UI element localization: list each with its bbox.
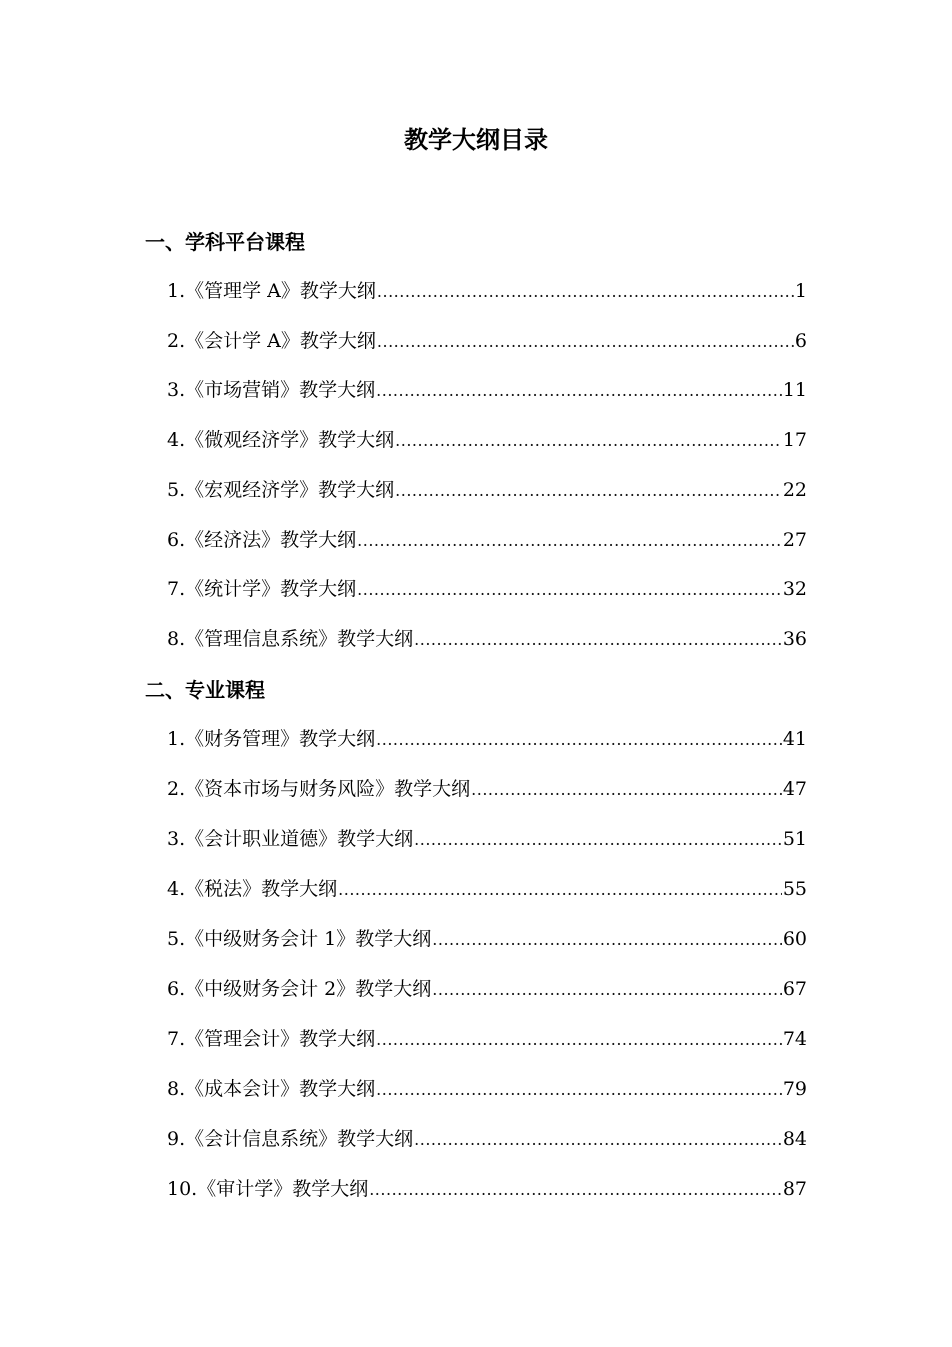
toc-entry-page: 11 xyxy=(782,379,807,401)
toc-entry-page: 47 xyxy=(782,778,807,800)
toc-entry-page: 79 xyxy=(782,1078,807,1100)
toc-entry[interactable] xyxy=(167,774,807,805)
dot-leader xyxy=(395,426,782,456)
toc-entry-page: 60 xyxy=(782,928,807,950)
toc-entry-page: 84 xyxy=(782,1128,807,1150)
dot-leader xyxy=(395,476,782,506)
toc-entry[interactable] xyxy=(167,874,807,905)
toc-entry-label: 7.《统计学》教学大纲 xyxy=(167,578,357,600)
toc-entry-label: 2.《资本市场与财务风险》教学大纲 xyxy=(167,778,471,800)
dot-leader xyxy=(377,327,794,357)
dot-leader xyxy=(376,376,782,406)
toc-entry-label: 4.《税法》教学大纲 xyxy=(167,878,338,900)
toc-entry[interactable] xyxy=(167,824,807,855)
toc-entry-page: 22 xyxy=(782,479,807,501)
toc-entry-label: 6.《经济法》教学大纲 xyxy=(167,529,357,551)
dot-leader xyxy=(338,875,782,905)
dot-leader xyxy=(376,1075,782,1105)
toc-entry-label: 4.《微观经济学》教学大纲 xyxy=(167,429,395,451)
toc-entry-page: 74 xyxy=(782,1028,807,1050)
toc-entry-page: 87 xyxy=(782,1178,807,1200)
section-heading-major-courses: 二、专业课程 xyxy=(145,678,265,702)
page-title: 教学大纲目录 xyxy=(404,126,548,154)
toc-entry-label: 1.《管理学 A》教学大纲 xyxy=(167,280,376,302)
toc-entry[interactable] xyxy=(167,574,807,605)
toc-entry-page: 55 xyxy=(782,878,807,900)
toc-entry[interactable] xyxy=(167,525,807,556)
toc-entry[interactable] xyxy=(167,974,807,1005)
toc-entry[interactable] xyxy=(167,326,807,357)
toc-entry-label: 1.《财务管理》教学大纲 xyxy=(167,728,376,750)
dot-leader xyxy=(357,526,782,556)
toc-entry-label: 3.《市场营销》教学大纲 xyxy=(167,379,376,401)
toc-entry-page: 17 xyxy=(782,429,807,451)
toc-entry-label: 3.《会计职业道德》教学大纲 xyxy=(167,828,414,850)
dot-leader xyxy=(471,775,782,805)
toc-entry-page: 67 xyxy=(782,978,807,1000)
dot-leader xyxy=(377,277,794,307)
dot-leader xyxy=(432,975,782,1005)
toc-entry-label: 7.《管理会计》教学大纲 xyxy=(167,1028,376,1050)
toc-entry[interactable] xyxy=(167,425,807,456)
toc-entry-label: 6.《中级财务会计 2》教学大纲 xyxy=(167,978,432,1000)
toc-entry-page: 41 xyxy=(782,728,807,750)
toc-entry-label: 9.《会计信息系统》教学大纲 xyxy=(167,1128,414,1150)
section-heading-platform-courses: 一、学科平台课程 xyxy=(145,230,305,254)
dot-leader xyxy=(376,1025,782,1055)
dot-leader xyxy=(376,725,782,755)
toc-entry[interactable] xyxy=(167,624,807,655)
toc-entry[interactable] xyxy=(167,475,807,506)
toc-entry-label: 5.《中级财务会计 1》教学大纲 xyxy=(167,928,432,950)
toc-entry[interactable] xyxy=(167,375,807,406)
toc-entry-page: 27 xyxy=(782,529,807,551)
toc-entry-label: 10.《审计学》教学大纲 xyxy=(167,1178,369,1200)
toc-entry-page: 6 xyxy=(794,330,807,352)
toc-entry-label: 2.《会计学 A》教学大纲 xyxy=(167,330,376,352)
dot-leader xyxy=(414,1125,782,1155)
toc-entry-page: 32 xyxy=(782,578,807,600)
toc-entry[interactable] xyxy=(167,1174,807,1205)
toc-entry[interactable] xyxy=(167,1124,807,1155)
toc-entry[interactable] xyxy=(167,724,807,755)
toc-entry[interactable] xyxy=(167,1074,807,1105)
dot-leader xyxy=(369,1175,782,1205)
toc-entry-label: 8.《管理信息系统》教学大纲 xyxy=(167,628,414,650)
toc-entry-page: 1 xyxy=(794,280,807,302)
dot-leader xyxy=(432,925,782,955)
toc-entry-label: 5.《宏观经济学》教学大纲 xyxy=(167,479,395,501)
dot-leader xyxy=(357,575,782,605)
toc-entry-label: 8.《成本会计》教学大纲 xyxy=(167,1078,376,1100)
toc-entry[interactable] xyxy=(167,276,807,307)
dot-leader xyxy=(414,625,782,655)
toc-entry-page: 51 xyxy=(782,828,807,850)
dot-leader xyxy=(414,825,782,855)
toc-entry[interactable] xyxy=(167,1024,807,1055)
toc-entry[interactable] xyxy=(167,924,807,955)
toc-entry-page: 36 xyxy=(782,628,807,650)
